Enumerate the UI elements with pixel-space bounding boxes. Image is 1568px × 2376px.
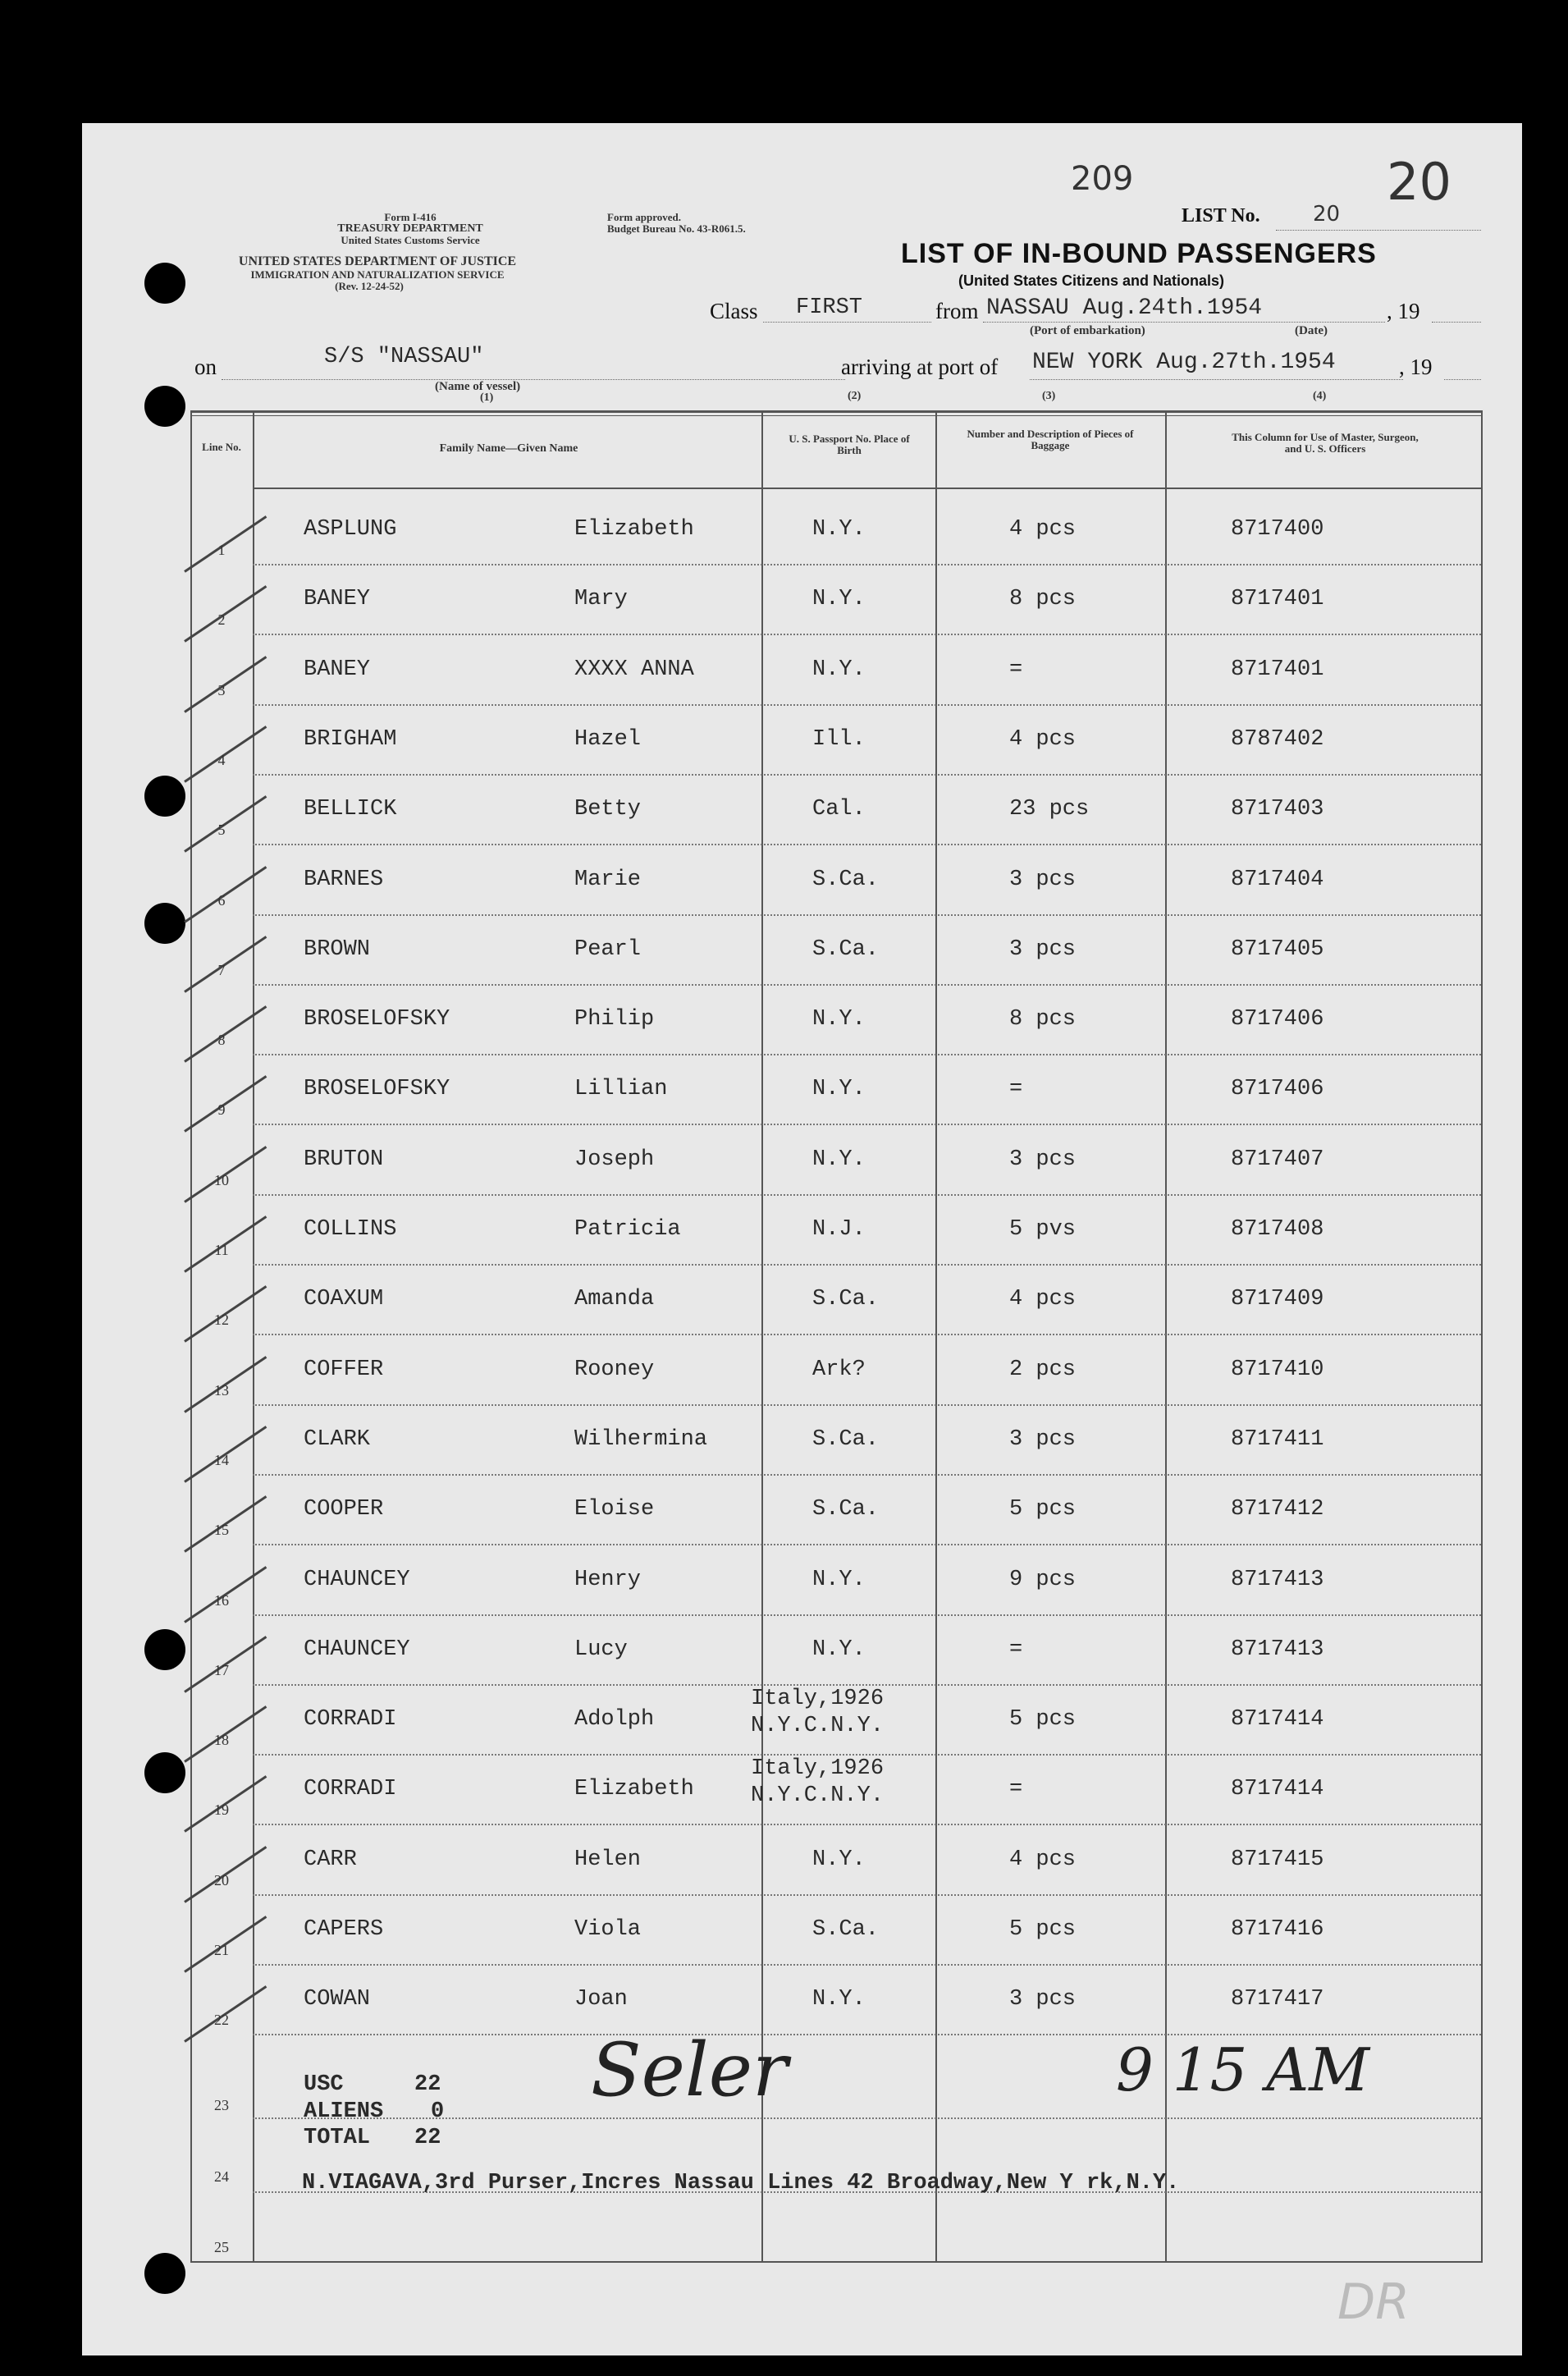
cell-line: 20 [214,1871,229,1888]
cell-birth: S.Ca. [812,936,880,962]
cell-given: Betty [574,797,642,822]
row-rule [253,844,1481,845]
cell-line: 15 [214,1522,229,1539]
cell-bag: = [1009,1077,1023,1102]
table-right-border [1481,410,1483,2263]
cell-officer: 8717406 [1231,1077,1324,1102]
cell-given: Patricia [574,1217,681,1242]
treasury-dept: TREASURY DEPARTMENT [337,222,483,235]
col-baggage-header: Number and Description of Pieces of Baggage [967,428,1134,451]
vessel-name: S/S "NASSAU" [324,345,484,369]
cell-birth: S.Ca. [812,1287,880,1312]
cell-officer: 8717405 [1231,936,1324,962]
col2-num: (2) [848,390,862,402]
cell-given: Philip [574,1007,655,1032]
col-name-header: Family Name—Given Name [439,442,578,455]
cell-officer: 8717410 [1231,1357,1324,1382]
cell-bag: 4 pcs [1009,1287,1077,1312]
arriving-value: NEW YORK Aug.27th.1954 [1032,350,1336,375]
cell-line: 7 [217,961,226,978]
col-line-header: Line No. [202,441,241,453]
cell-bag: 3 pcs [1009,1426,1077,1452]
cell-line: 14 [214,1451,229,1468]
from-year-suffix: , 19 [1387,299,1420,323]
cell-line: 3 [217,681,226,698]
cell-birth: N.Y. [812,1847,866,1872]
cell-bag: 3 pcs [1009,1987,1077,2012]
handwritten-signature: Seler [591,2027,788,2113]
cell-line: 21 [214,1942,229,1958]
list-no-value: 20 [1313,202,1341,227]
cell-line: 9 [217,1101,226,1119]
punch-hole [144,263,185,304]
cell-line: 16 [214,1591,229,1609]
class-label: Class [710,299,758,323]
arriving-label: arriving at port of [841,355,999,379]
cell-family: BELLICK [304,797,397,822]
from-line [983,322,1385,323]
cell-family: COWAN [304,1987,371,2012]
page-title: LIST OF IN-BOUND PASSENGERS [901,238,1377,269]
cell-line: 2 [217,611,226,629]
cell-line: 10 [214,1171,229,1188]
cell-family: CAPERS [304,1917,384,1942]
cell-bag: = [1009,1777,1023,1802]
cell-family: CHAUNCEY [304,1637,410,1662]
cell-bag: 8 pcs [1009,587,1077,612]
cell-birth: N.Y. [812,1567,866,1592]
cell-bag: 23 pcs [1009,797,1090,822]
cell-birth: S.Ca. [812,1426,880,1452]
cell-officer: 8717407 [1231,1147,1324,1172]
col4-num: (4) [1313,390,1327,402]
cell-officer: 8717409 [1231,1287,1324,1312]
from-label: from [935,299,979,323]
row-rule [253,704,1481,706]
cell-given: Lucy [574,1637,628,1662]
cell-family: CORRADI [304,1777,397,1802]
cell-given: XXXX ANNA [574,657,694,682]
cell-given: Henry [574,1567,642,1592]
cell-birth-line2: N.Y.C.N.Y. [751,1783,885,1809]
budget-bureau: Budget Bureau No. 43-R061.5. [607,222,746,235]
handwritten-time: 9 15 AM [1116,2035,1369,2104]
list-no-line [1276,230,1481,231]
cell-family: COAXUM [304,1287,384,1312]
cell-line: 12 [214,1312,229,1329]
cell-officer: 8787402 [1231,726,1324,752]
cell-bag: 4 pcs [1009,517,1077,542]
cell-family: BROWN [304,936,371,962]
cell-officer: 8717416 [1231,1917,1324,1942]
cell-birth: S.Ca. [812,1917,880,1942]
cell-officer: 8717413 [1231,1567,1324,1592]
from-year-line [1432,322,1481,323]
cell-line: 6 [217,891,226,909]
cell-family: COOPER [304,1497,384,1522]
col3-num: (3) [1042,390,1056,402]
sheet-number: 209 [1071,160,1134,198]
row-rule [253,1964,1481,1966]
cell-line: 18 [214,1732,229,1749]
cell-family: CHAUNCEY [304,1567,410,1592]
usc-label: USC [304,2072,344,2097]
arriving-year-line [1444,379,1481,380]
vessel-caption-num: (1) [480,391,494,404]
cell-officer: 8717414 [1231,1707,1324,1733]
cell-given: Mary [574,587,628,612]
cell-bag: 5 pcs [1009,1707,1077,1733]
arriving-line [1030,379,1403,380]
cell-family: CLARK [304,1426,371,1452]
row-rule [253,564,1481,565]
cell-bag: = [1009,657,1023,682]
row-rule [253,1404,1481,1406]
cell-family: BROSELOFSKY [304,1077,450,1102]
cell-officer: 8717401 [1231,587,1324,612]
row-rule [253,914,1481,916]
punch-hole [144,776,185,817]
name-col-divider [761,410,763,2263]
table-top-border-inner [190,415,1481,416]
cell-bag: 5 pvs [1009,1217,1077,1242]
row-rule [253,1054,1481,1055]
punch-hole [144,1629,185,1670]
cell-family: BRIGHAM [304,726,397,752]
cell-family: ASPLUNG [304,517,397,542]
cell-given: Helen [574,1847,642,1872]
punch-hole [144,1752,185,1793]
date-caption: (Date) [1295,324,1328,337]
bag-col-divider [1165,410,1167,2263]
cell-given: Joseph [574,1147,655,1172]
cell-officer: 8717417 [1231,1987,1324,2012]
cell-officer: 8717404 [1231,867,1324,892]
arriving-suffix: , 19 [1399,355,1433,379]
corner-mark: DR [1337,2273,1410,2331]
line-number: 24 [214,2168,229,2185]
cell-family: CARR [304,1847,357,1872]
cell-birth: S.Ca. [812,1497,880,1522]
row-rule [253,1264,1481,1266]
class-value: FIRST [796,295,863,320]
cell-given: Lillian [574,1077,668,1102]
cell-family: COFFER [304,1357,384,1382]
total-label: TOTAL [304,2126,371,2150]
cell-family: BRUTON [304,1147,384,1172]
line-number: 23 [214,2097,229,2113]
cell-birth-line2: N.Y.C.N.Y. [751,1714,885,1739]
purser-line: N.VIAGAVA,3rd Purser,Incres Nassau Lines 42 Broadway,New Y rk,N.Y. [302,2171,1180,2195]
cell-birth: N.Y. [812,1637,866,1662]
cell-bag: 2 pcs [1009,1357,1077,1382]
cell-line: 1 [217,542,226,558]
line-col-divider [253,410,254,2263]
cell-line: 19 [214,1801,229,1819]
on-label: on [194,355,217,379]
cell-given: Viola [574,1917,642,1942]
customs-service: United States Customs Service [341,234,480,246]
cell-bag: 3 pcs [1009,867,1077,892]
cell-bag: 8 pcs [1009,1007,1077,1032]
cell-given: Amanda [574,1287,655,1312]
class-line [763,322,931,323]
row-rule [253,774,1481,776]
cell-officer: 8717400 [1231,517,1324,542]
cell-family: BANEY [304,657,371,682]
cell-given: Rooney [574,1357,655,1382]
cell-birth: N.J. [812,1217,866,1242]
justice-dept: UNITED STATES DEPARTMENT OF JUSTICE [238,254,517,268]
cell-given: Elizabeth [574,517,694,542]
cell-officer: 8717413 [1231,1637,1324,1662]
cell-officer: 8717403 [1231,797,1324,822]
cell-given: Eloise [574,1497,655,1522]
line-number: 25 [214,2239,229,2255]
row-rule [253,984,1481,986]
cell-line: 5 [217,822,226,839]
from-value: NASSAU Aug.24th.1954 [986,295,1263,321]
cell-family: BARNES [304,867,384,892]
cell-line: 22 [214,2012,229,2029]
cell-officer: 8717414 [1231,1777,1324,1802]
cell-line: 17 [214,1661,229,1678]
row-rule [253,1684,1481,1686]
cell-birth: N.Y. [812,1007,866,1032]
cell-birth: N.Y. [812,517,866,542]
row-rule [253,634,1481,635]
cell-officer: 8717401 [1231,657,1324,682]
cell-given: Adolph [574,1707,655,1733]
cell-given: Hazel [574,726,642,752]
punch-hole [144,2253,185,2294]
form-approved: Form approved. [607,211,682,223]
col-passport-header: U. S. Passport No. Place of Birth [789,433,910,456]
cell-line: 8 [217,1032,226,1049]
cell-bag: 3 pcs [1009,936,1077,962]
cell-birth: Italy,1926 [751,1756,885,1782]
row-rule [253,1754,1481,1756]
cell-birth: Ark? [812,1357,866,1382]
cell-line: 4 [217,751,226,768]
list-no-label: LIST No. [1182,205,1260,227]
punch-hole [144,386,185,427]
vessel-line [222,379,845,380]
birth-col-divider [935,410,937,2263]
cell-line: 13 [214,1381,229,1399]
row-rule [253,1544,1481,1545]
page-subtitle: (United States Citizens and Nationals) [958,272,1225,289]
aliens-count: 0 [431,2099,445,2124]
cell-given: Pearl [574,936,642,962]
aliens-label: ALIENS [304,2099,384,2124]
cell-bag: 4 pcs [1009,1847,1077,1872]
cell-bag: 4 pcs [1009,726,1077,752]
punch-hole [144,903,185,944]
row-rule [253,1614,1481,1616]
cell-family: CORRADI [304,1707,397,1733]
row-rule [253,1474,1481,1476]
cell-bag: 3 pcs [1009,1147,1077,1172]
cell-birth: Cal. [812,797,866,822]
port-caption: (Port of embarkation) [1030,324,1145,337]
row-rule [253,1824,1481,1825]
row-rule [253,1194,1481,1196]
cell-given: Joan [574,1987,628,2012]
cell-birth: N.Y. [812,657,866,682]
cell-given: Marie [574,867,642,892]
cell-bag: 9 pcs [1009,1567,1077,1592]
corner-number: 20 [1387,152,1451,212]
cell-family: BANEY [304,587,371,612]
table-top-border [190,410,1481,413]
cell-birth: N.Y. [812,1987,866,2012]
cell-officer: 8717406 [1231,1007,1324,1032]
col-officers-header: This Column for Use of Master, Surgeon, and U. S. Officers [1232,431,1419,455]
cell-bag: 5 pcs [1009,1917,1077,1942]
cell-family: COLLINS [304,1217,397,1242]
form-number: Form I-416 [384,211,437,223]
header-bottom-border [253,488,1481,489]
total-count: 22 [414,2126,441,2150]
row-rule [253,1894,1481,1896]
cell-birth: N.Y. [812,1077,866,1102]
vessel-caption: (Name of vessel) [435,380,521,393]
cell-birth: Ill. [812,726,866,752]
ins-service: IMMIGRATION AND NATURALIZATION SERVICE [250,268,505,281]
cell-line: 11 [214,1242,229,1258]
cell-officer: 8717412 [1231,1497,1324,1522]
cell-birth: Italy,1926 [751,1687,885,1712]
table-bottom-border [190,2261,1481,2263]
cell-officer: 8717415 [1231,1847,1324,1872]
revision: (Rev. 12-24-52) [335,280,404,292]
cell-bag: 5 pcs [1009,1497,1077,1522]
cell-birth: N.Y. [812,1147,866,1172]
cell-birth: N.Y. [812,587,866,612]
row-rule [253,1124,1481,1125]
cell-family: BROSELOFSKY [304,1007,450,1032]
cell-officer: 8717411 [1231,1426,1324,1452]
cell-given: Elizabeth [574,1777,694,1802]
row-rule [253,1334,1481,1335]
cell-birth: S.Ca. [812,867,880,892]
cell-bag: = [1009,1637,1023,1662]
usc-count: 22 [414,2072,441,2097]
cell-given: Wilhermina [574,1426,708,1452]
cell-officer: 8717408 [1231,1217,1324,1242]
